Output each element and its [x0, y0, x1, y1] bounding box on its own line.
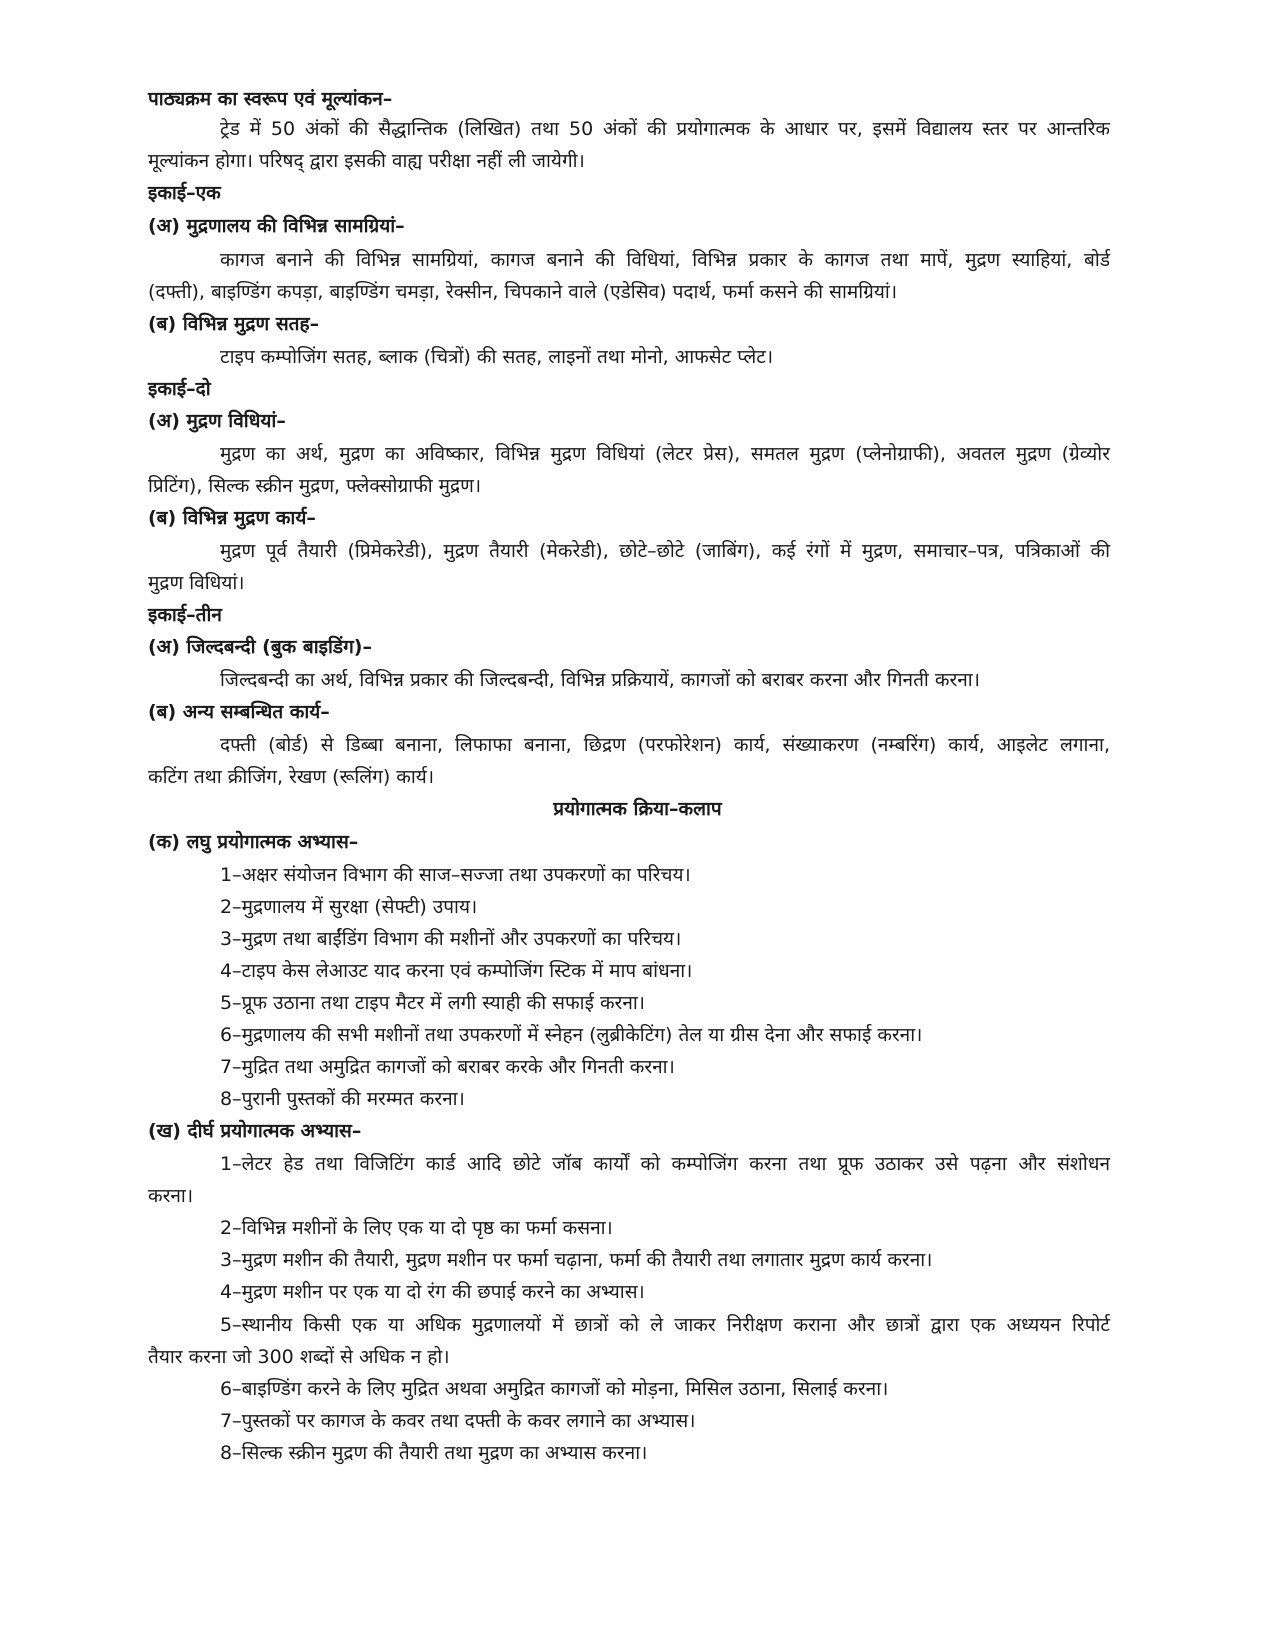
section-heading: (ब) अन्य सम्बन्धित कार्य– — [148, 701, 330, 723]
paragraph-line: (दफ्ती), बाइण्डिंग कपड़ा, बाइण्डिंग चमड़ा, रेक्सीन, चिपकाने वाले (एडेसिव) पदार्थ, फर्मा कसने की सामग्रियां। — [148, 281, 898, 303]
paragraph-line: प्रिटिंग), सिल्क स्क्रीन मुद्रण, फ्लेक्सोग्राफी मुद्रण। — [148, 475, 482, 497]
list-item: 5–प्रूफ उठाना तथा टाइप मैटर में लगी स्याही की सफाई करना। — [220, 992, 645, 1014]
paragraph-line: दफ्ती (बोर्ड) से डिब्बा बनाना, लिफाफा बनाना, छिद्रण (परफोरेशन) कार्य, संख्याकरण (नम्बरिंग) कार्य, आइलेट लगाना, — [220, 734, 1110, 756]
section-heading: (क) लघु प्रयोगात्मक अभ्यास– — [148, 831, 359, 853]
list-item: 4–टाइप केस लेआउट याद करना एवं कम्पोजिंग स्टिक में माप बांधना। — [220, 960, 693, 982]
list-item: 1–अक्षर संयोजन विभाग की साज–सज्जा तथा उपकरणों का परिचय। — [220, 864, 691, 886]
list-item: 3–मुद्रण तथा बाईंडिंग विभाग की मशीनों और उपकरणों का परिचय। — [220, 928, 682, 950]
practical-title: प्रयोगात्मक क्रिया–कलाप — [553, 798, 722, 820]
paragraph-line: मुद्रण का अर्थ, मुद्रण का अविष्कार, विभिन्न मुद्रण विधियां (लेटर प्रेस), समतल मुद्रण (प्लेनोग्राफी), अवतल मुद्रण (ग्रेव्योर — [220, 443, 1110, 465]
list-item: 3–मुद्रण मशीन की तैयारी, मुद्रण मशीन पर फर्मा चढ़ाना, फर्मा की तैयारी तथा लगातार मुद्रण कार्य करना। — [220, 1249, 933, 1271]
list-item: 6–मुद्रणालय की सभी मशीनों तथा उपकरणों में स्नेहन (लुब्रीकेटिंग) तेल या ग्रीस देना और सफाई करना। — [220, 1024, 923, 1046]
list-item: 2–मुद्रणालय में सुरक्षा (सेफ्टी) उपाय। — [220, 896, 478, 918]
paragraph-line: टाइप कम्पोजिंग सतह, ब्लाक (चित्रों) की सतह, लाइनों तथा मोनो, आफसेट प्लेट। — [220, 346, 774, 368]
section-heading: (ख) दीर्घ प्रयोगात्मक अभ्यास– — [148, 1120, 362, 1142]
section-heading: (अ) मुद्रणालय की विभिन्न सामग्रियां– — [148, 215, 405, 237]
paragraph-line: कटिंग तथा क्रीजिंग, रेखण (रूलिंग) कार्य। — [148, 766, 435, 788]
paragraph-line: जिल्दबन्दी का अर्थ, विभिन्न प्रकार की जिल्दबन्दी, विभिन्न प्रक्रियायें, कागजों को बराबर करना और गिनती करना। — [220, 669, 980, 691]
list-item: 7–पुस्तकों पर कागज के कवर तथा दफ्ती के कवर लगाने का अभ्यास। — [220, 1410, 696, 1432]
list-item: 1–लेटर हेड तथा विजिटिंग कार्ड आदि छोटे जॉब कार्यों को कम्पोजिंग करना तथा प्रूफ उठाकर उसे पढ़ना और संशोधन — [220, 1153, 1110, 1175]
list-item: 4–मुद्रण मशीन पर एक या दो रंग की छपाई करने का अभ्यास। — [220, 1281, 645, 1303]
list-item: 5–स्थानीय किसी एक या अधिक मुद्रणालयों में छात्रों को ले जाकर निरीक्षण कराना और छात्रों द्वारा एक अध्ययन रिपोर्ट — [220, 1314, 1110, 1336]
list-item: 6–बाइण्डिंग करने के लिए मुद्रित अथवा अमुद्रित कागजों को मोड़ना, मिसिल उठाना, सिलाई करना। — [220, 1378, 889, 1400]
section-heading: (ब) विभिन्न मुद्रण कार्य– — [148, 507, 316, 529]
paragraph-line: ट्रेड में 50 अंकों की सैद्धान्तिक (लिखित) तथा 50 अंकों की प्रयोगात्मक के आधार पर, इसमें विद्यालय स्तर पर आन्तरिक — [220, 118, 1110, 140]
section-heading: (ब) विभिन्न मुद्रण सतह– — [148, 313, 320, 335]
unit-title: इकाई–तीन — [148, 604, 222, 626]
unit-title: इकाई–एक — [148, 182, 221, 204]
section-heading: (अ) जिल्दबन्दी (बुक बाइडिंग)– — [148, 636, 372, 658]
list-item: तैयार करना जो 300 शब्दों से अधिक न हो। — [148, 1346, 450, 1368]
list-item: 8–पुरानी पुस्तकों की मरम्मत करना। — [220, 1088, 465, 1110]
paragraph-line: मूल्यांकन होगा। परिषद् द्वारा इसकी वाह्य परीक्षा नहीं ली जायेगी। — [148, 150, 585, 172]
list-item: 2–विभिन्न मशीनों के लिए एक या दो पृष्ठ का फर्मा कसना। — [220, 1217, 613, 1239]
list-item: 8–सिल्क स्क्रीन मुद्रण की तैयारी तथा मुद्रण का अभ्यास करना। — [220, 1442, 648, 1464]
list-item: करना। — [148, 1185, 194, 1207]
paragraph-line: मुद्रण विधियां। — [148, 572, 245, 594]
course-heading: पाठ्यक्रम का स्वरूप एवं मूल्यांकन– — [148, 88, 393, 110]
section-heading: (अ) मुद्रण विधियां– — [148, 410, 286, 432]
list-item: 7–मुद्रित तथा अमुद्रित कागजों को बराबर करके और गिनती करना। — [220, 1056, 675, 1078]
paragraph-line: कागज बनाने की विभिन्न सामग्रियां, कागज बनाने की विधियां, विभिन्न प्रकार के कागज तथा मापें, मुद्रण स्याहियां, बोर्ड — [220, 249, 1110, 271]
paragraph-line: मुद्रण पूर्व तैयारी (प्रिमेकरेडी), मुद्रण तैयारी (मेकरेडी), छोटे–छोटे (जाबिंग), कई रंगों में मुद्रण, समाचार–पत्र, पत्रिकाओं की — [220, 540, 1110, 562]
unit-title: इकाई–दो — [148, 378, 211, 400]
